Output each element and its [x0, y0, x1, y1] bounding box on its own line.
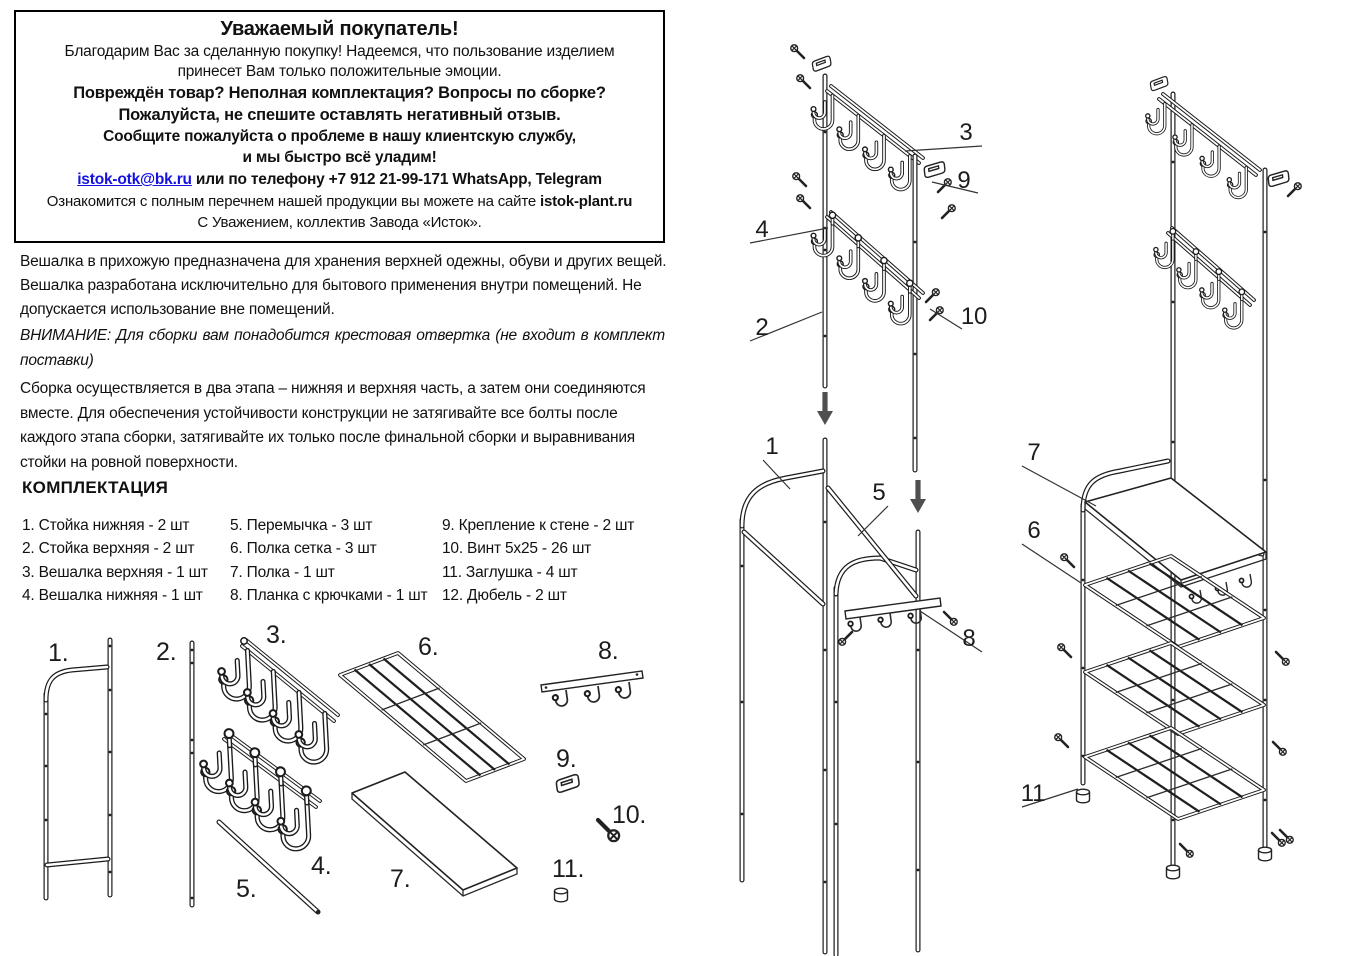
figure-part-8-hook-plank	[541, 671, 643, 707]
thanks-line-1: Благодарим Вас за сделанную покупку! Надеемся, что пользование изделием	[64, 43, 615, 60]
questions-line-2: Пожалуйста, не спешите оставлять негативный отзыв.	[118, 106, 561, 124]
callout-10: 10	[960, 303, 988, 330]
callout-5: 5	[872, 479, 886, 506]
figure-part-1-lower-stand	[45, 640, 112, 898]
callout-2: 2	[755, 314, 769, 341]
notice-title: Уважаемый покупатель!	[220, 18, 459, 40]
callout-11: 11	[1020, 780, 1046, 807]
signature-line: С Уважением, коллектив Завода «Исток».	[197, 214, 482, 231]
figure-part-6-mesh-shelf	[340, 653, 524, 781]
site-name: istok-plant.ru	[539, 193, 633, 210]
figure-label-7: 7.	[390, 865, 411, 893]
part-item-8: 8. Планка с крючками - 1 шт	[230, 586, 428, 604]
upper-section-assembly	[791, 45, 955, 470]
figure-label-1: 1.	[48, 639, 69, 667]
figure-label-8: 8.	[598, 637, 619, 665]
attention-line-2: поставки)	[20, 352, 94, 369]
callout-4: 4	[755, 216, 769, 243]
parts-figures-drawing	[0, 612, 690, 956]
assembly-note-paragraph: Сборка осуществляется в два этапа – нижняя и верхняя часть, а затем они соединяются вместе. Для обеспечения устойчивости конструкции не затягивайте все болты после каждого этапа сборки, затягивайте их только после финальной сборки и выравнивания стойки на ровной поверхности.	[20, 380, 646, 471]
contact-line	[24, 168, 655, 191]
parts-list-column-2	[230, 514, 427, 607]
callout-3: 3	[959, 119, 973, 146]
figure-part-7-flat-shelf	[352, 772, 517, 896]
callout-1: 1	[765, 433, 779, 460]
part-item-6: 6. Полка сетка - 3 шт	[230, 540, 377, 558]
figure-label-11: 11.	[552, 855, 585, 883]
support-line-1: Сообщите пожалуйста о проблеме в нашу клиентскую службу,	[103, 128, 576, 145]
attention-line-1: ВНИМАНИЕ: Для сборки вам понадобится крестовая отвертка (не входит в комплект	[20, 327, 665, 344]
assembly-steps-drawing	[690, 20, 1020, 956]
catalog-line	[24, 191, 655, 212]
figure-part-3-upper-hanger	[217, 638, 338, 763]
callout-6: 6	[1027, 517, 1041, 544]
catalog-text: Ознакомится с полным перечнем нашей продукции вы можете на сайте	[46, 193, 540, 210]
callout-7: 7	[1027, 439, 1041, 466]
part-item-4: 4. Вешалка нижняя - 1 шт	[22, 586, 203, 604]
intro-line-2: Вешалка разработана исключительно для бытового применения внутри помещений. Не допускается использование вне помещений.	[20, 277, 642, 318]
figure-label-6: 6.	[418, 633, 439, 661]
part-item-3: 3. Вешалка верхняя - 1 шт	[22, 563, 208, 581]
figure-part-2-upper-pole	[191, 643, 194, 905]
figure-label-5: 5.	[236, 875, 257, 903]
part-item-10: 10. Винт 5х25 - 26 шт	[442, 540, 592, 558]
figure-label-9: 9.	[556, 745, 577, 773]
figure-labels	[48, 621, 646, 903]
parts-list-column-1	[22, 514, 208, 607]
part-item-12: 12. Дюбель - 2 шт	[442, 586, 567, 604]
figure-part-11-cap	[555, 888, 568, 902]
lower-section-assembly	[741, 440, 958, 955]
figure-label-3: 3.	[266, 621, 287, 649]
attention-paragraph	[20, 323, 665, 373]
part-item-7: 7. Полка - 1 шт	[230, 563, 335, 581]
figure-part-9-wall-bracket	[556, 774, 580, 792]
part-item-9: 9. Крепление к стене - 2 шт	[442, 517, 635, 534]
support-email-link[interactable]: istok-otk@bk.ru	[77, 171, 192, 188]
questions-line-1: Повреждён товар? Неполная комплектация? Вопросы по сборке?	[73, 84, 606, 102]
part-item-1: 1. Стойка нижняя - 2 шт	[22, 517, 190, 534]
intro-paragraph	[20, 250, 672, 322]
callout-9: 9	[957, 167, 971, 194]
figure-label-10: 10.	[612, 801, 647, 829]
customer-notice-box	[14, 10, 665, 243]
parts-list-column-3	[442, 514, 634, 607]
assembled-unit	[1055, 76, 1301, 879]
assembled-unit-drawing	[1020, 40, 1354, 956]
callout-8: 8	[962, 625, 976, 652]
figure-label-2: 2.	[156, 638, 177, 666]
support-line-2: и мы быстро всё уладим!	[242, 149, 437, 166]
part-item-11: 11. Заглушка - 4 шт	[442, 563, 578, 581]
intro-line-1: Вешалка в прихожую предназначена для хранения верхней одежны, обуви и других вещей.	[20, 253, 667, 270]
part-item-2: 2. Стойка верхняя - 2 шт	[22, 540, 195, 558]
kit-heading: КОМПЛЕКТАЦИЯ	[22, 478, 169, 497]
part-item-5: 5. Перемычка - 3 шт	[230, 517, 373, 534]
figure-label-4: 4.	[311, 852, 332, 880]
contact-phone-text: или по телефону +7 912 21-99-171 WhatsApp, Telegram	[191, 171, 602, 188]
figure-part-5-crossbar	[219, 822, 320, 914]
thanks-line-2: принесет Вам только положительные эмоции.	[177, 63, 502, 80]
